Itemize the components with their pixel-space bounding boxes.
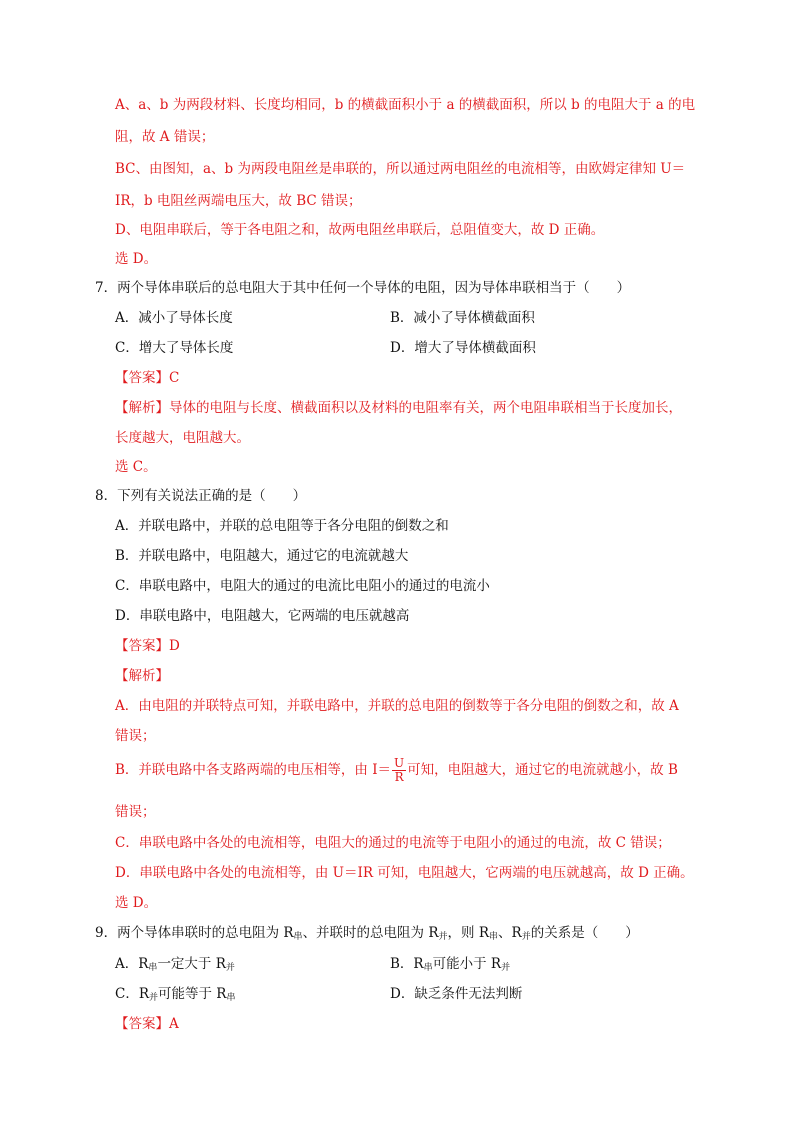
q9-answer: 【答案】A — [115, 1016, 179, 1032]
q9-stem-part4: 、R — [498, 925, 522, 941]
q8-expl-a-line2: 错误； — [115, 728, 156, 744]
subscript-chuan: 串 — [148, 963, 158, 973]
q7-choose: 选 C。 — [115, 459, 157, 475]
q6-expl-a-line2: 阻，故 A 错误； — [115, 129, 215, 145]
q6-expl-d-line: D、电阻串联后，等于各电阻之和，故两电阻丝串联后，总阻值变大，故 D 正确。 — [115, 222, 605, 238]
q9-stem — [95, 924, 639, 946]
subscript-chuan: 串 — [489, 932, 499, 942]
q8-choose: 选 D。 — [115, 895, 158, 911]
q6-expl-a-line1: A、a、b 为两段材料、长度均相同，b 的横截面积小于 a 的横截面积，所以 b 的电阻大于 a 的电 — [115, 97, 696, 113]
q8-expl-b-post: 可知，电阻越大，通过它的电流就越小，故 B — [407, 762, 678, 778]
q7-option-c: C．增大了导体长度 — [115, 340, 234, 356]
subscript-bing: 并 — [225, 963, 235, 973]
q9-option-a — [115, 955, 235, 977]
q8-stem: 8．下列有关说法正确的是（ ） — [95, 488, 307, 504]
q8-option-b: B．并联电路中，电阻越大，通过它的电流就越大 — [115, 548, 409, 564]
q8-answer: 【答案】D — [115, 638, 180, 654]
q6-expl-bc-line1: BC、由图知，a、b 为两段电阻丝是串联的，所以通过两电阻丝的电流相等，由欧姆定律知 U＝ — [115, 161, 686, 177]
q7-option-d: D．增大了导体横截面积 — [390, 340, 536, 356]
q9-stem-part5: 的关系是（ ） — [530, 925, 639, 941]
ohm-law-fraction — [392, 757, 406, 784]
q7-option-a: A．减小了导体长度 — [115, 310, 233, 326]
q9-stem-part1: 9．两个导体串联时的总电阻为 R — [95, 925, 294, 941]
q9-stem-part3: ，则 R — [447, 925, 490, 941]
subscript-bing: 并 — [521, 932, 531, 942]
q7-expl-line2: 长度越大，电阻越大。 — [115, 430, 250, 446]
q9-option-c-part1: C．R — [115, 986, 149, 1002]
q9-option-b-part2: 可能小于 R — [432, 956, 502, 972]
q7-option-b: B．减小了导体横截面积 — [390, 310, 535, 326]
q7-answer: 【答案】C — [115, 370, 180, 386]
q7-expl-line1: 【解析】导体的电阻与长度、横截面积以及材料的电阻率有关，两个电阻串联相当于长度加长， — [115, 400, 682, 416]
q6-choose: 选 D。 — [115, 251, 158, 267]
q8-expl-d-line: D．串联电路中各处的电流相等，由 U＝IR 可知，电阻越大，它两端的电压就越高，故 D 正确。 — [115, 865, 694, 881]
q9-option-a-part2: 一定大于 R — [157, 956, 226, 972]
q8-option-d: D．串联电路中，电阻越大，它两端的电压就越高 — [115, 608, 410, 624]
fraction-denominator: R — [394, 770, 404, 784]
q8-expl-a-line1: A．由电阻的并联特点可知，并联电路中，并联的总电阻的倒数等于各分电阻的倒数之和，故 A — [115, 698, 679, 714]
q8-option-a: A．并联电路中，并联的总电阻等于各分电阻的倒数之和 — [115, 518, 449, 534]
q8-expl-head: 【解析】 — [115, 668, 169, 684]
q6-expl-bc-line2: IR，b 电阻丝两端电压大，故 BC 错误； — [115, 193, 362, 209]
q8-expl-c-line: C．串联电路中各处的电流相等，电阻大的通过的电流等于电阻小的通过的电流，故 C 错误； — [115, 835, 671, 851]
q8-option-c: C．串联电路中，电阻大的通过的电流比电阻小的通过的电流小 — [115, 578, 490, 594]
q9-option-a-part1: A．R — [115, 956, 149, 972]
q9-stem-part2: 、并联时的总电阻为 R — [302, 925, 439, 941]
subscript-chuan: 串 — [293, 932, 303, 942]
q7-stem: 7．两个导体串联后的总电阻大于其中任何一个导体的电阻，因为导体串联相当于（ ） — [95, 280, 631, 296]
q8-expl-b-pre: B．并联电路中各支路两端的电压相等，由 I＝ — [115, 762, 392, 778]
subscript-bing: 并 — [438, 932, 448, 942]
subscript-bing: 并 — [149, 993, 159, 1003]
subscript-chuan: 串 — [423, 963, 433, 973]
q9-option-c-part2: 可能等于 R — [158, 986, 227, 1002]
q9-option-d: D．缺乏条件无法判断 — [390, 986, 523, 1002]
q9-option-b — [390, 955, 510, 977]
q8-expl-b-line1 — [115, 757, 678, 784]
subscript-chuan: 串 — [226, 993, 236, 1003]
q9-option-c — [115, 985, 236, 1007]
q8-expl-b-line2: 错误； — [115, 804, 156, 820]
fraction-numerator: U — [394, 756, 405, 770]
q9-option-b-part1: B．R — [390, 956, 424, 972]
subscript-bing: 并 — [501, 963, 511, 973]
